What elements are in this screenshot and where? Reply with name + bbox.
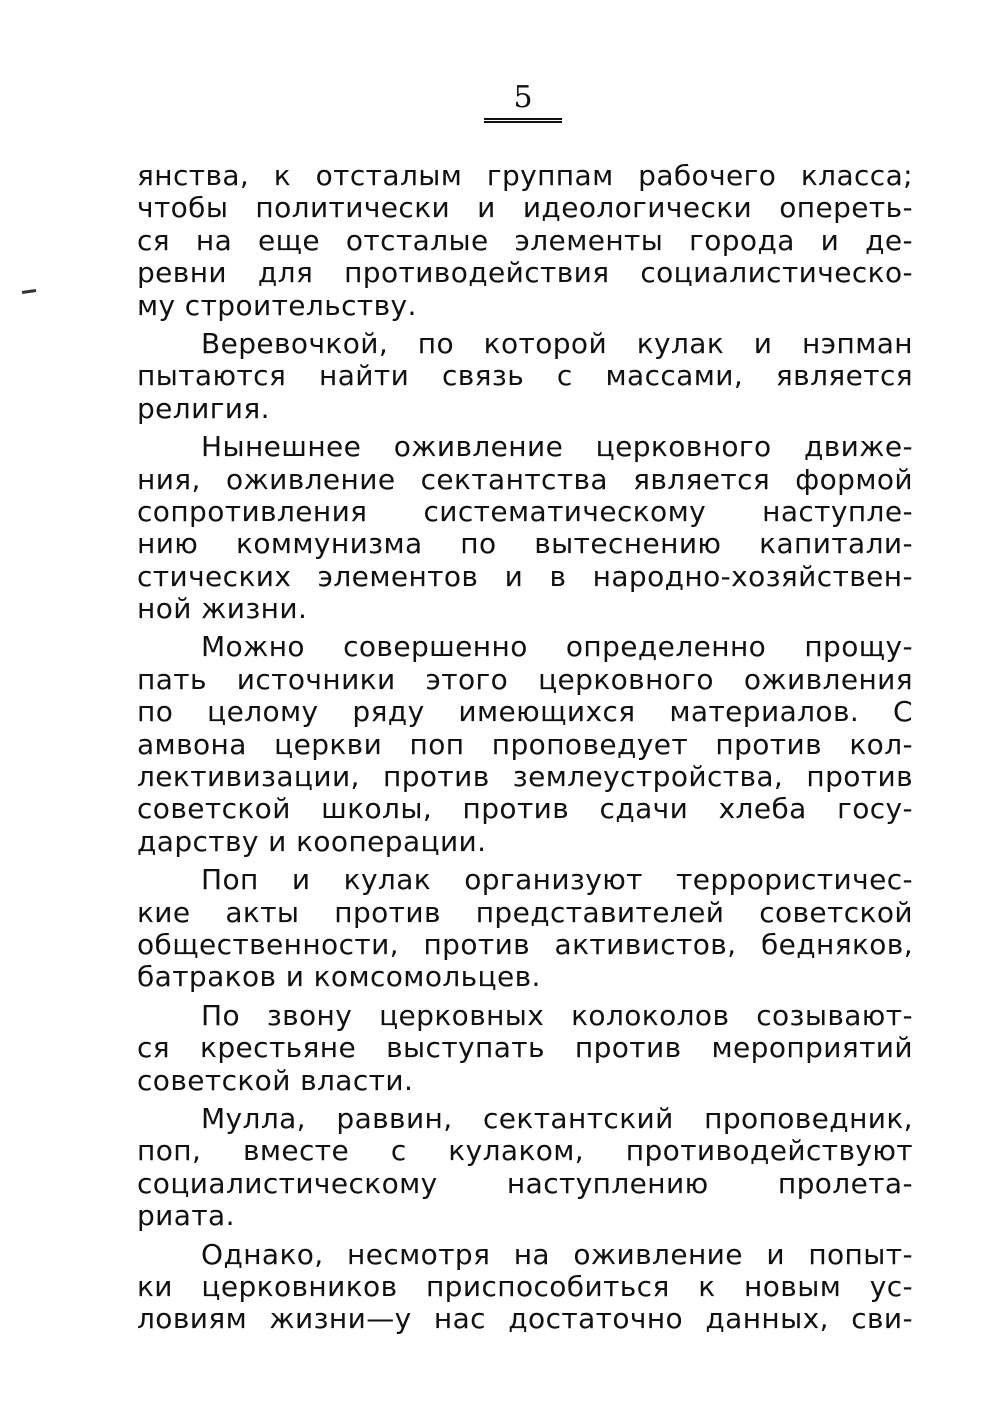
body-text xyxy=(137,160,913,1342)
page-number: 5 xyxy=(513,80,533,115)
text-line: советской власти. xyxy=(137,1063,414,1097)
text-line: чтобы политически и идеологически опереть- xyxy=(137,191,913,225)
text-line: стических элементов и в народно-хозяйствен- xyxy=(137,559,913,593)
text-line: лективизации, против землеустройства, против xyxy=(137,760,913,794)
paragraph xyxy=(137,328,913,425)
page-number-double-rule xyxy=(484,118,562,123)
text-line: сопротивления систематическому наступле- xyxy=(137,494,913,528)
text-line: ся на еще отсталые элементы города и де- xyxy=(137,223,913,257)
text-line: ной жизни. xyxy=(137,592,308,626)
text-line: ки церковников приспособиться к новым ус- xyxy=(137,1269,913,1303)
text-line: ловиям жизни—у нас достаточно данных, сви- xyxy=(137,1302,913,1336)
text-line: ревни для противодействия социалистическо- xyxy=(137,256,913,290)
paragraph xyxy=(137,160,913,322)
text-line: батраков и комсомольцев. xyxy=(137,960,541,994)
text-line: Нынешнее оживление церковного движе- xyxy=(201,430,913,464)
text-line: дарству и кооперации. xyxy=(137,824,487,858)
text-line: религия. xyxy=(137,391,270,425)
text-line: социалистическому наступлению пролета- xyxy=(137,1166,913,1200)
paragraph xyxy=(137,1239,913,1336)
text-line: му строительству. xyxy=(137,288,417,322)
text-line: Мулла, раввин, сектантский проповедник, xyxy=(201,1101,913,1135)
text-line: По звону церковных колоколов созывают- xyxy=(201,998,913,1032)
text-line: риата. xyxy=(137,1199,235,1233)
text-line: Веревочкой, по которой кулак и нэпман xyxy=(201,326,913,360)
text-line: Можно совершенно определенно прощу- xyxy=(201,630,913,664)
text-line: ся крестьяне выступать против мероприятий xyxy=(137,1031,913,1065)
paragraph xyxy=(137,1000,913,1097)
text-line: янства, к отсталым группам рабочего класса; xyxy=(137,159,913,192)
text-line: кие акты против представителей советской xyxy=(137,895,913,929)
text-line: пытаются найти связь с массами, является xyxy=(137,359,913,393)
text-line: общественности, против активистов, бедняков, xyxy=(137,927,913,961)
text-line: советской школы, против сдачи хлеба госу- xyxy=(137,792,913,826)
paragraph xyxy=(137,1103,913,1233)
text-line: поп, вместе с кулаком, противодействуют xyxy=(137,1134,913,1168)
paragraph xyxy=(137,431,913,625)
text-line: Однако, несмотря на оживление и попыт- xyxy=(201,1237,913,1271)
paragraph xyxy=(137,631,913,858)
text-line: нию коммунизма по вытеснению капитали- xyxy=(137,527,913,561)
margin-mark xyxy=(22,289,36,294)
text-line: Поп и кулак организуют террористичес- xyxy=(201,863,913,897)
text-line: ния, оживление сектантства является формой xyxy=(137,462,913,496)
text-line: по целому ряду имеющихся материалов. С xyxy=(137,695,913,729)
text-line: пать источники этого церковного оживления xyxy=(137,662,913,696)
text-line: амвона церкви поп проповедует против кол- xyxy=(137,727,913,761)
paragraph xyxy=(137,864,913,994)
